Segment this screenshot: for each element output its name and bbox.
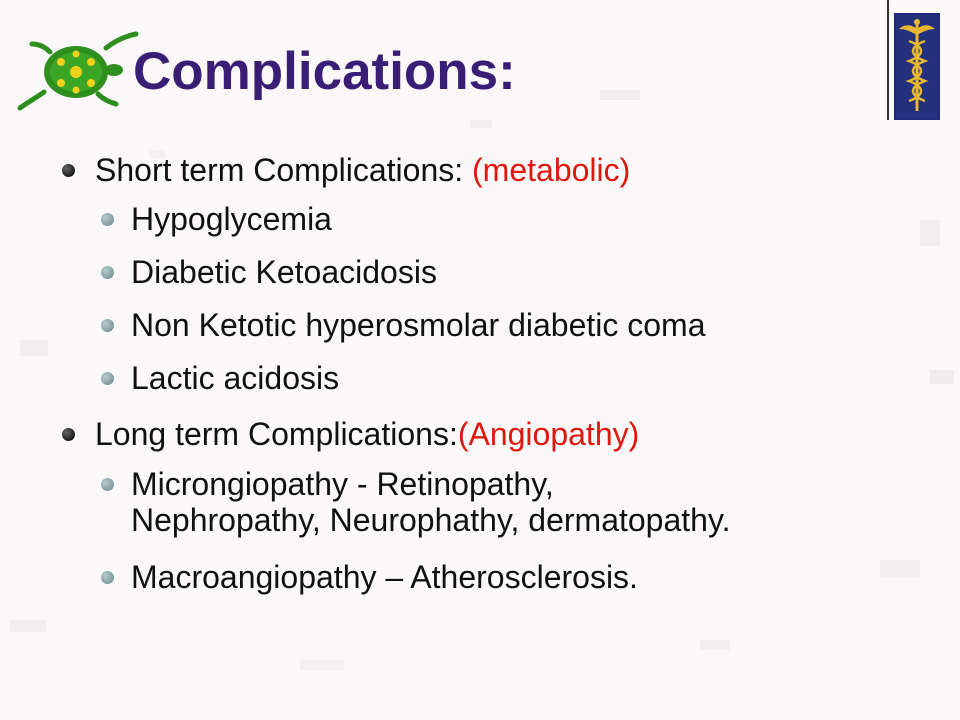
sub-bullet-dot bbox=[101, 478, 114, 491]
bullet-text: Short term Complications: bbox=[95, 152, 473, 188]
page-title: Complications: bbox=[133, 42, 516, 101]
sub-bullet-dot bbox=[101, 372, 114, 385]
bullet-short-term bbox=[95, 152, 630, 188]
sub-bullet-hyperosmolar: Non Ketotic hyperosmolar diabetic coma bbox=[131, 307, 706, 343]
bullet-line-1: Microngiopathy - Retinopathy, bbox=[131, 466, 554, 502]
bullet-accent: (Angiopathy) bbox=[457, 416, 640, 452]
bullet-dot bbox=[62, 164, 75, 177]
bullet-long-term bbox=[95, 416, 639, 452]
sub-bullet-hypoglycemia: Hypoglycemia bbox=[131, 201, 332, 237]
bullet-dot bbox=[62, 428, 75, 441]
sub-bullet-dot bbox=[101, 213, 114, 226]
sub-bullet-dot bbox=[101, 319, 114, 332]
sub-bullet-microangiopathy bbox=[131, 466, 730, 538]
sub-bullet-dot bbox=[101, 266, 114, 279]
bullet-accent: (metabolic) bbox=[472, 152, 631, 188]
sub-bullet-dot bbox=[101, 571, 114, 584]
sub-bullet-ketoacidosis: Diabetic Ketoacidosis bbox=[131, 254, 437, 290]
sub-bullet-lactic: Lactic acidosis bbox=[131, 360, 340, 396]
bullet-line-2: Nephropathy, Neurophathy, dermatopathy. bbox=[131, 502, 731, 538]
sub-bullet-macroangiopathy: Macroangiopathy – Atherosclerosis. bbox=[131, 559, 638, 595]
bullet-text: Long term Complications: bbox=[95, 416, 458, 452]
